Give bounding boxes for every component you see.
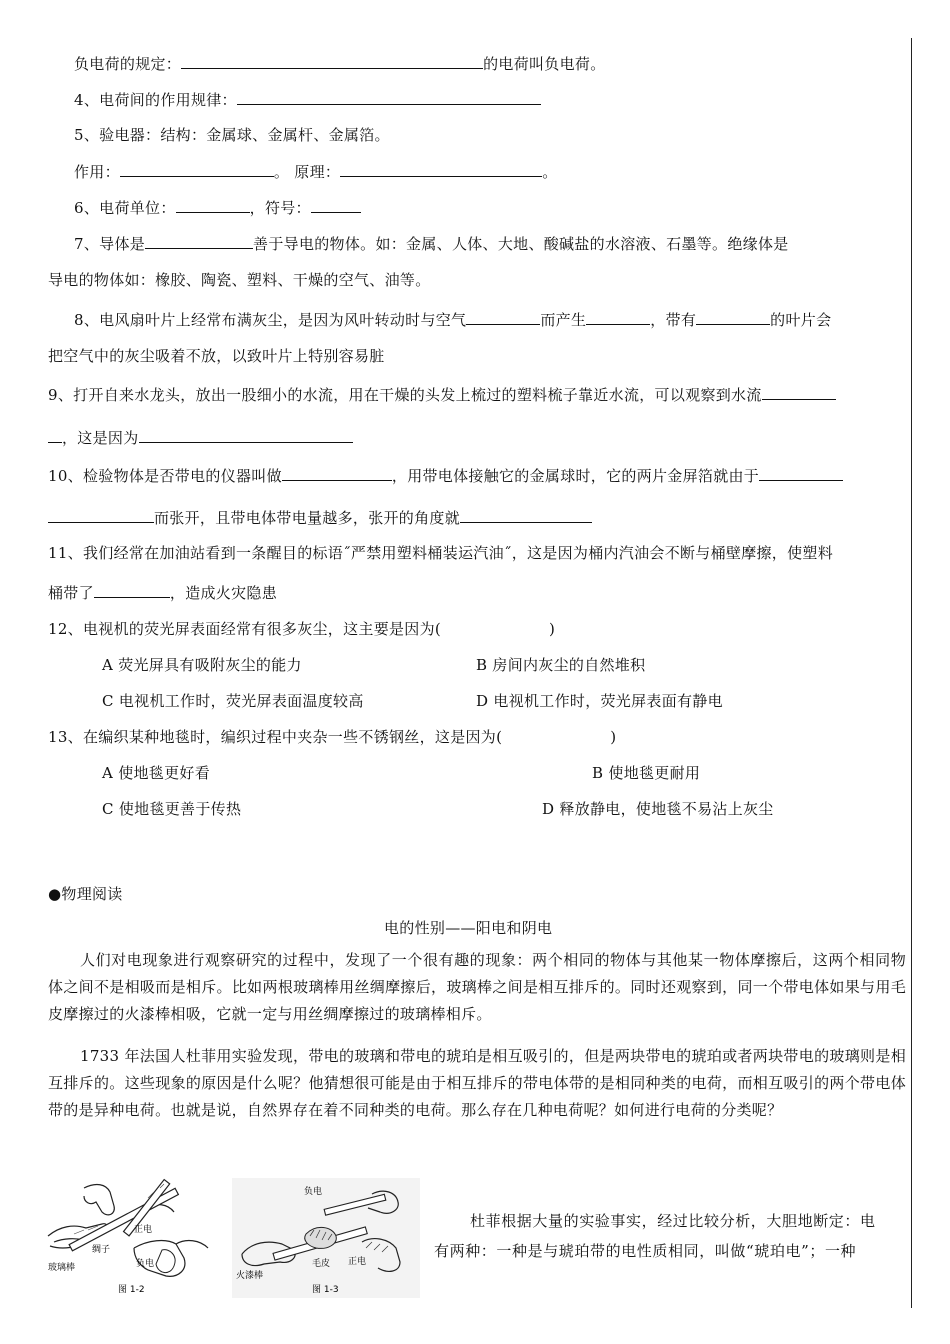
q13-option-c[interactable]: C 使地毯更善于传热	[102, 800, 242, 818]
blank[interactable]	[181, 53, 483, 69]
blank[interactable]	[120, 161, 274, 177]
blank[interactable]	[237, 89, 541, 105]
q4-line: 4、电荷间的作用规律：	[74, 89, 541, 110]
blank[interactable]	[586, 309, 650, 325]
blank[interactable]	[282, 465, 392, 481]
margin-rule	[911, 38, 912, 1308]
q11-line-a: 11、我们经常在加油站看到一条醒目的标语˝严禁用塑料桶装运汽油˝，这是因为桶内汽油会不断与桶壁摩擦，使塑料	[48, 544, 833, 562]
figure-label: 绸子	[92, 1245, 111, 1255]
blank[interactable]	[460, 507, 592, 523]
blank[interactable]	[48, 507, 154, 523]
figure-label: 负电	[304, 1187, 323, 1197]
figure-caption: 图 1-2	[118, 1285, 145, 1295]
q8-line-b: 把空气中的灰尘吸着不放，以致叶片上特别容易脏	[48, 347, 385, 365]
reading-paragraph-2: 1733 年法国人杜菲用实验发现，带电的玻璃和带电的琥珀是相互吸引的，但是两块带电的琥珀或者两块带电的玻璃则是相互排斥的。这些现象的原因是什么呢？他猜想很可能是由于相互排斥的带电体带的是相同种类的电荷，而相互吸引的两个带电体带的是异种电荷。也就是说，自然界存在着不同种类的电荷。那么存在几种电荷呢？如何进行电荷的分类呢？	[48, 1047, 906, 1119]
q10-line-b: 而张开，且带电体带电量越多，张开的角度就	[48, 507, 592, 528]
q10-line-a: 10、检验物体是否带电的仪器叫做 ，用带电体接触它的金属球时，它的两片金屏箔就由于	[48, 465, 843, 486]
q5-line: 5、验电器：结构：金属球、金属杆、金属箔。	[74, 126, 390, 144]
blank[interactable]	[759, 465, 843, 481]
figure-label: 正电	[134, 1225, 153, 1235]
figure-caption: 图 1-3	[312, 1285, 339, 1295]
q12-option-d[interactable]: D 电视机工作时，荧光屏表面有静电	[476, 692, 723, 710]
figure-label: 玻璃棒	[48, 1263, 76, 1273]
q8-line-a: 8、电风扇叶片上经常布满灰尘，是因为风叶转动时与空气 而产生 ，带有 的叶片会	[74, 311, 832, 329]
q7-line-b: 导电的物体如：橡胶、陶瓷、塑料、干燥的空气、油等。	[48, 271, 431, 289]
figure-label: 负电	[136, 1259, 155, 1269]
figure-1-2-drawing	[44, 1178, 220, 1298]
reading-paragraph-1: 人们对电现象进行观察研究的过程中，发现了一个很有趣的现象：两个相同的物体与其他某一物体摩擦后，这两个相同物体之间不是相吸而是相斥。比如两根玻璃棒用丝绸摩擦后，玻璃棒之间是相互排斥的。同时还观察到，同一个带电体如果与用毛皮摩擦过的火漆棒相吸，它就一定与用丝绸摩擦过的玻璃棒相斥。	[48, 951, 906, 1023]
q12-option-c[interactable]: C 电视机工作时，荧光屏表面温度较高	[102, 692, 364, 710]
q13-stem: 13、在编织某种地毯时，编织过程中夹杂一些不锈钢丝，这是因为( )	[48, 728, 617, 746]
blank[interactable]	[94, 582, 170, 598]
blank[interactable]	[139, 427, 353, 443]
figure-glass-rod-silk	[44, 1178, 220, 1298]
blank[interactable]	[176, 197, 250, 213]
blank[interactable]	[466, 309, 540, 325]
blank[interactable]	[762, 384, 836, 400]
blank[interactable]	[696, 309, 770, 325]
reading-title: 电的性别——阳电和阴电	[384, 919, 553, 937]
figure-sealing-wax-fur	[232, 1178, 420, 1298]
figure-label: 正电	[348, 1257, 367, 1267]
blank[interactable]	[340, 161, 542, 177]
reading-paragraph-3b: 有两种：一种是与琥珀带的电性质相同，叫做“琥珀电”；一种	[434, 1242, 857, 1260]
blank[interactable]	[48, 427, 62, 443]
q13-option-d[interactable]: D 释放静电，使地毯不易沾上灰尘	[542, 800, 774, 818]
q9-line-a: 9、打开自来水龙头，放出一股细小的水流，用在干燥的头发上梳过的塑料梳子靠近水流，可以观察到水流	[48, 384, 836, 405]
q13-option-a[interactable]: A 使地毯更好看	[102, 764, 211, 782]
q5-function-line: 作用： 。 原理： 。	[74, 163, 558, 181]
q13-option-b[interactable]: B 使地毯更耐用	[592, 764, 701, 782]
q9-line-b: ，这是因为	[48, 427, 353, 448]
q7-line-a: 7、导体是 善于导电的物体。如：金属、人体、大地、酸碱盐的水溶液、石墨等。绝缘体是	[74, 235, 789, 253]
q6-line: 6、电荷单位： ，符号：	[74, 197, 361, 218]
figure-1-3-drawing	[232, 1178, 420, 1298]
reading-paragraph-3a: 杜菲根据大量的实验事实，经过比较分析，大胆地断定：电	[470, 1212, 876, 1230]
q12-stem: 12、电视机的荧光屏表面经常有很多灰尘，这主要是因为( )	[48, 620, 556, 638]
blank[interactable]	[145, 233, 253, 249]
line-negative-charge: 负电荷的规定： 的电荷叫负电荷。	[74, 55, 606, 73]
blank[interactable]	[311, 197, 361, 213]
figure-label: 火漆棒	[236, 1271, 264, 1281]
figure-label: 毛皮	[312, 1259, 331, 1269]
q12-option-b[interactable]: B 房间内灰尘的自然堆积	[476, 656, 646, 674]
reading-heading: ●物理阅读	[48, 885, 123, 903]
q12-option-a[interactable]: A 荧光屏具有吸附灰尘的能力	[102, 656, 302, 674]
q11-line-b: 桶带了 ，造成火灾隐患	[48, 584, 278, 602]
